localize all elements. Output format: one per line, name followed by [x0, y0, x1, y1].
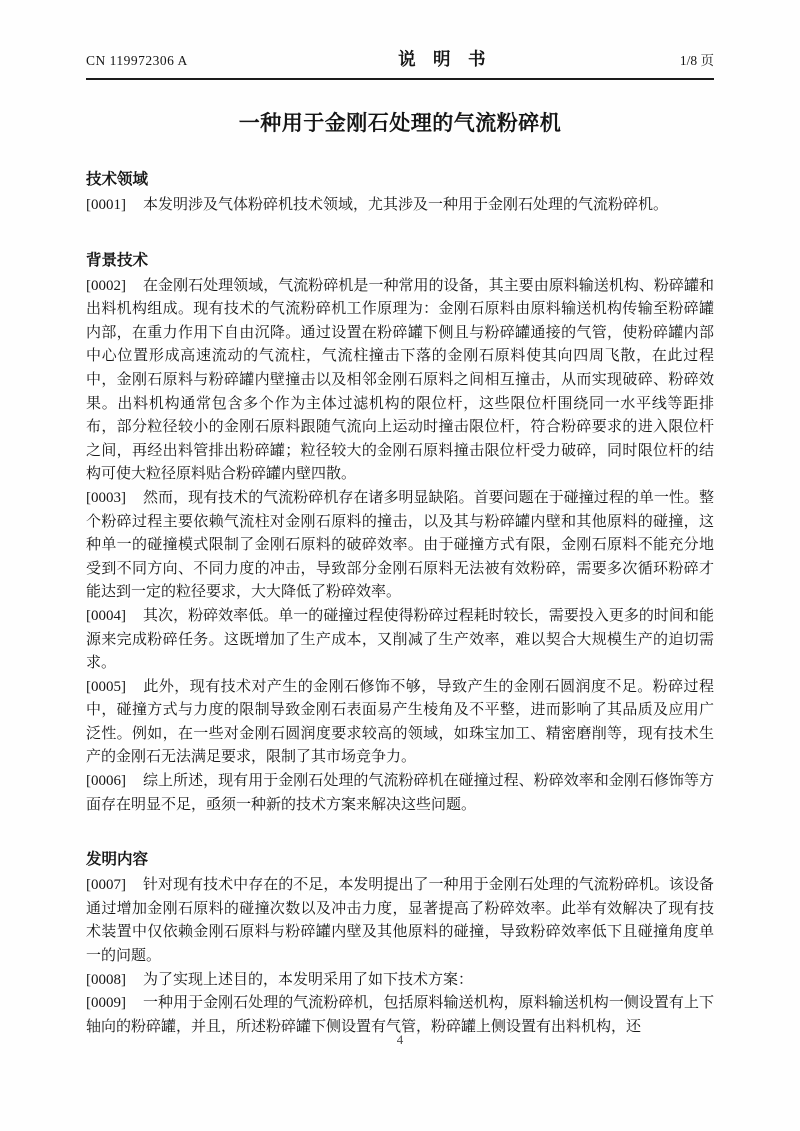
paragraph-0003: [86, 487, 714, 605]
section-summary-of-invention: [86, 847, 714, 1039]
paragraph-0002: [86, 275, 714, 487]
paragraph-text: 然而，现有技术的气流粉碎机存在诸多明显缺陷。首要问题在于碰撞过程的单一性。整个粉碎过程主要依赖气流柱对金刚石原料的撞击，以及其与粉碎罐内壁和其他原料的碰撞，这种单一的碰撞模式限制了金刚石原料的破碎效率。由于碰撞方式有限，金刚石原料不能充分地受到不同方向、不同力度的冲击，导致部分金刚石原料无法被有效粉碎，需要多次循环粉碎才能达到一定的粒径要求，大大降低了粉碎效率。: [86, 489, 714, 601]
paragraph-0007: [86, 874, 714, 968]
paragraph-text: 在金刚石处理领域，气流粉碎机是一种常用的设备，其主要由原料输送机构、粉碎罐和出料机构组成。现有技术的气流粉碎机工作原理为：金刚石原料由原料输送机构传输至粉碎罐内部，在重力作用下自由沉降。通过设置在粉碎罐下侧且与粉碎罐通接的气管，使粉碎罐内部中心位置形成高速流动的气流柱，气流柱撞击下落的金刚石原料使其向四周飞散，在此过程中，金刚石原料与粉碎罐内壁撞击以及相邻金刚石原料之间相互撞击，从而实现破碎、粉碎效果。出料机构通常包含多个作为主体过滤机构的限位杆，这些限位杆围绕同一水平线等距排布，部分粒径较小的金刚石原料跟随气流向上运动时撞击限位杆，符合粉碎要求的进入限位杆之间，再经出料管排出粉碎罐；粒径较大的金刚石原料撞击限位杆受力破碎，同时限位杆的结构可使大粒径原料贴合粉碎罐内壁四散。: [86, 277, 714, 483]
paragraph-number: [0006]: [86, 773, 126, 790]
paragraph-number: [0001]: [86, 197, 126, 213]
section-heading: 背景技术: [86, 251, 149, 269]
paragraph-number: [0009]: [86, 995, 126, 1012]
paragraph-text: 其次，粉碎效率低。单一的碰撞过程使得粉碎过程耗时较长，需要投入更多的时间和能源来完成粉碎任务。这既增加了生产成本，又削减了生产效率，难以契合大规模生产的迫切需求。: [86, 607, 714, 672]
paragraph-0006: [86, 770, 714, 817]
document-type-label: 说 明 书: [398, 49, 486, 69]
paragraph-number: [0003]: [86, 489, 126, 506]
paragraph-number: [0004]: [86, 607, 126, 624]
paragraph-text: 针对现有技术中存在的不足，本发明提出了一种用于金刚石处理的气流粉碎机。该设备通过增加金刚石原料的碰撞次数以及冲击力度，显著提高了粉碎效率。此举有效解决了现有技术装置中仅依赖金刚石原料与粉碎罐内壁及其他原料的碰撞，导致粉碎效率低下且碰撞角度单一的问题。: [86, 877, 714, 965]
invention-title: 一种用于金刚石处理的气流粉碎机: [238, 111, 562, 135]
section-heading: 技术领域: [86, 171, 149, 188]
paragraph-text: 一种用于金刚石处理的气流粉碎机，包括原料输送机构，原料输送机构一侧设置有上下轴向的粉碎罐，并且，所述粉碎罐下侧设置有气管，粉碎罐上侧设置有出料机构，还: [86, 995, 714, 1035]
page-header: [86, 46, 714, 71]
section-background-art: [86, 248, 714, 818]
paragraph-number: [0005]: [86, 678, 126, 695]
paragraph-number: [0008]: [86, 971, 126, 988]
paragraph-0004: [86, 605, 714, 676]
section-technical-field: [86, 167, 714, 218]
paragraph-0008: [86, 969, 714, 993]
paragraph-number: [0007]: [86, 877, 126, 894]
footer-page-number: 4: [396, 1032, 404, 1047]
header-divider: [86, 78, 714, 80]
paragraph-text: 为了实现上述目的，本发明采用了如下技术方案：: [143, 971, 474, 988]
paragraph-text: 综上所述，现有用于金刚石处理的气流粉碎机在碰撞过程、粉碎效率和金刚石修饰等方面存在明显不足，亟须一种新的技术方案来解决这些问题。: [86, 773, 714, 813]
page-indicator: 1/8 页: [679, 53, 714, 68]
paragraph-number: [0002]: [86, 277, 126, 294]
paragraph-0005: [86, 676, 714, 770]
paragraph-text: 本发明涉及气体粉碎机技术领域，尤其涉及一种用于金刚石处理的气流粉碎机。: [143, 197, 669, 213]
publication-number: CN 119972306 A: [86, 53, 188, 68]
paragraph-0001: [86, 194, 714, 218]
section-heading: 发明内容: [86, 851, 149, 869]
paragraph-text: 此外，现有技术对产生的金刚石修饰不够，导致产生的金刚石圆润度不足。粉碎过程中，碰撞方式与力度的限制导致金刚石表面易产生棱角及不平整，进而影响了其品质及应用广泛性。例如，在一些对金刚石圆润度要求较高的领域，如珠宝加工、精密磨削等，现有技术生产的金刚石无法满足要求，限制了其市场竞争力。: [86, 678, 714, 766]
